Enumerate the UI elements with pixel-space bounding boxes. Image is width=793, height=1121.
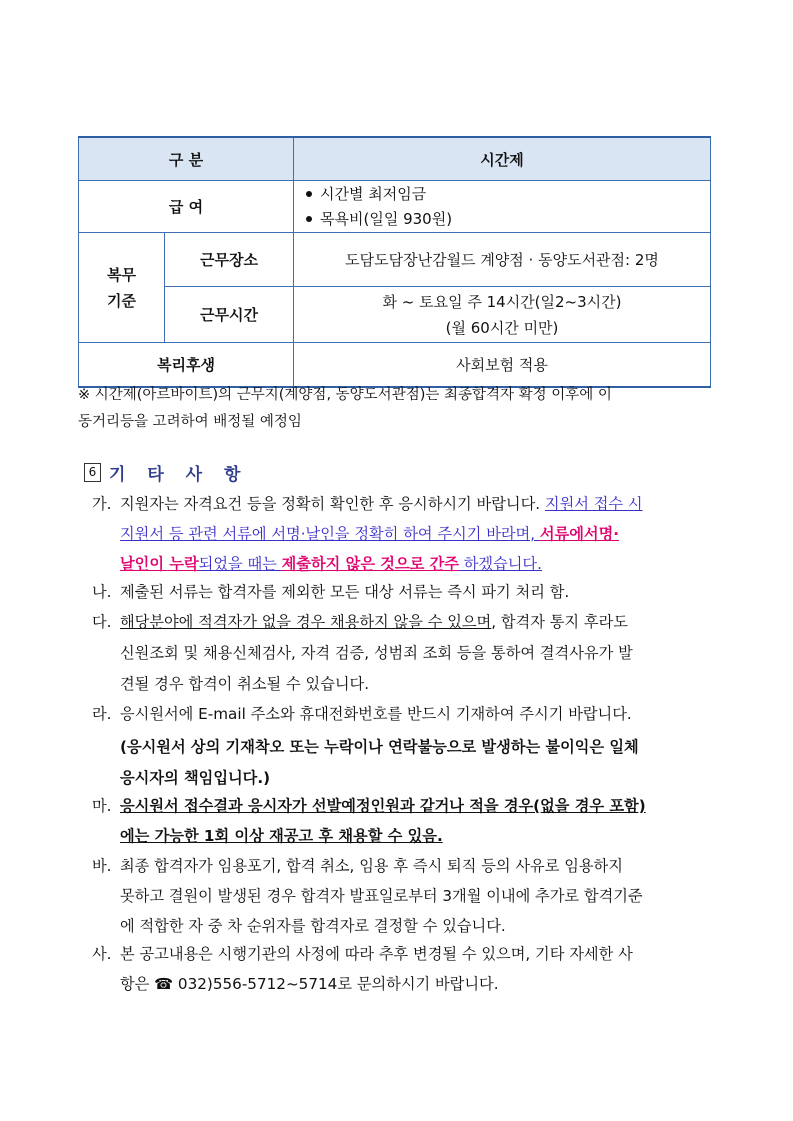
document-page: 구 분 시간제 급 여 시간별 최저임금 목욕비(일일 930원) 복무 기준 근무장소 도담도담장난감월드 계양점 · 동양도서관점: 2명 근무시간 화 ~ 토요일 주 14시간(일2~3시간) (월 60시간 미만) 복리후생 사회보험 적용 ※ 시간제(아르바이트)의 근무지(계양점, 동양도서관점)는 최종합격자 확정 이후에 이 동거리등을 고려하여 배정될 예정임 6 기 타 사 항 가. 지원자는 자격요건 등을 정확히 확인한 후 응시하시기 바랍니다. 지원서 접수 시 지원서 등 관련 서류에 서명·날인을 정확히 하여 주시기 바라며, 서류에서명· 날인이 누락되었을 때는 제출하지 않은 것으로 간주 하겠습니다. 나. 제출된 서류는 합격자를 제외한 모든 대상 서류는 즉시 파기 처리 함. 다. 해당분야에 적격자가 없을 경우 채용하지 않을 수 있으며, 합격자 통지 후라도 신원조회 및 채용신체검사, 자격 검증, 성범죄 조회 등을 통하여 결격사유가 발 견될 경우 합격이 취소될 수 있습니다. 라. 응시원서에 E-mail 주소와 휴대전화번호를 반드시 기재하여 주시기 바랍니다. (응시원서 상의 기재착오 또는 누락이나 연락불능으로 발생하는 불이익은 일체 응시자의 책임입니다.) 마. 응시원서 접수결과 응시자가 선발예정인원과 같거나 적을 경우(없을 경우 포함) 에는 가능한 1회 이상 재공고 후 채용할 수 있음. 바. 최종 합격자가 임용포기, 합격 취소, 임용 후 즉시 퇴직 등의 사유로 임용하지 못하고 결원이 발생된 경우 합격자 발표일로부터 3개월 이내에 추가로 합격기준 에 적합한 자 중 차 순위자를 합격자로 결정할 수 있습니다. 사. 본 공고내용은 시행기관의 사정에 따라 추후 변경될 수 있으며, 기타 자세한 사 항은 ☎ 032)556-5712~5714로 문의하시기 바랍니다. [0, 0, 793, 1121]
salary-item: 목욕비(일일 930원) [306, 207, 710, 232]
work-hours-label: 근무시간 [165, 287, 294, 343]
item-marker: 나. [92, 583, 112, 601]
header-type: 시간제 [294, 137, 711, 181]
duty-label: 복무 기준 [79, 233, 165, 343]
welfare-label: 복리후생 [79, 343, 294, 387]
section-title: 기 타 사 항 [109, 464, 249, 485]
section-heading [84, 460, 248, 484]
salary-label: 급 여 [79, 181, 294, 233]
item-marker: 사. [92, 945, 112, 963]
work-hours-row [79, 287, 711, 343]
work-place-value: 도담도담장난감월드 계양점 · 동양도서관점: 2명 [294, 233, 711, 287]
table-note: ※ 시간제(아르바이트)의 근무지(계양점, 동양도서관점)는 최종합격자 확정 이후에 이 동거리등을 고려하여 배정될 예정임 [78, 387, 612, 430]
work-place-row [79, 233, 711, 287]
item-marker: 마. [92, 797, 112, 815]
item-marker: 가. [92, 495, 112, 513]
bullet-icon [306, 216, 312, 222]
work-hours-value: 화 ~ 토요일 주 14시간(일2~3시간) (월 60시간 미만) [294, 287, 711, 343]
section-number: 6 [84, 463, 101, 482]
salary-row [79, 181, 711, 233]
work-place-label: 근무장소 [165, 233, 294, 287]
header-category: 구 분 [79, 137, 294, 181]
item-marker: 라. [92, 705, 112, 723]
item-marker: 다. [92, 613, 112, 631]
welfare-row [79, 343, 711, 387]
welfare-value: 사회보험 적용 [294, 343, 711, 387]
salary-item: 시간별 최저임금 [306, 182, 710, 207]
table-header-row [79, 137, 711, 181]
salary-values [294, 181, 711, 233]
bullet-icon [306, 191, 312, 197]
recruitment-info-table [78, 136, 711, 388]
item-marker: 바. [92, 857, 112, 875]
